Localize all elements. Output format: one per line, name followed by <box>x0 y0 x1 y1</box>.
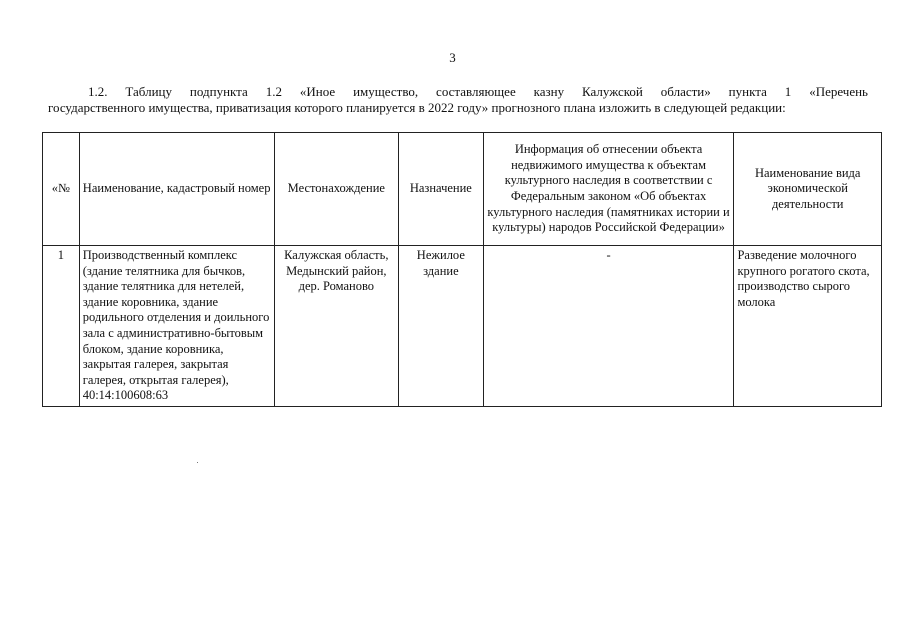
page-number: 3 <box>449 50 456 65</box>
cell-name: Производственный комплекс (здание телятника для бычков, здание телятника для нетелей, здание коровника, здание родильного отделения и доильного зала с административно-бытовым блоком, здание коровника, закрытая галерея, закрытая галерея, открытая галерея), 40:14:100608:63 <box>79 246 274 407</box>
header-activity: Наименование вида экономической деятельности <box>734 133 882 246</box>
header-name: Наименование, кадастровый номер <box>79 133 274 246</box>
property-table <box>42 132 882 407</box>
cell-heritage: - <box>483 246 734 407</box>
cell-location: Калужская область, Медынский район, дер. Романово <box>274 246 398 407</box>
header-location: Местонахождение <box>274 133 398 246</box>
intro-paragraph <box>48 84 868 116</box>
header-heritage: Информация об отнесении объекта недвижимого имущества к объектам культурного наследия в соответствии с Федеральным законом «Об объектах культурного наследия (памятниках истории и культуры) народов Российской Федерации» <box>483 133 734 246</box>
cell-purpose: Нежилое здание <box>399 246 484 407</box>
intro-line-1: 1.2. Таблицу подпункта 1.2 «Иное имущество, составляющее казну Калужской области» пункта 1 «Перечень <box>88 84 868 99</box>
scan-speck <box>197 462 198 463</box>
header-purpose: Назначение <box>399 133 484 246</box>
header-number: «№ <box>43 133 80 246</box>
cell-number: 1 <box>43 246 80 407</box>
table-header-row <box>43 133 882 246</box>
intro-line-2: государственного имущества, приватизация которого планируется в 2022 году» прогнозного плана изложить в следующей редакции: <box>48 100 786 115</box>
table-row <box>43 246 882 407</box>
cell-activity: Разведение молочного крупного рогатого скота, производство сырого молока <box>734 246 882 407</box>
